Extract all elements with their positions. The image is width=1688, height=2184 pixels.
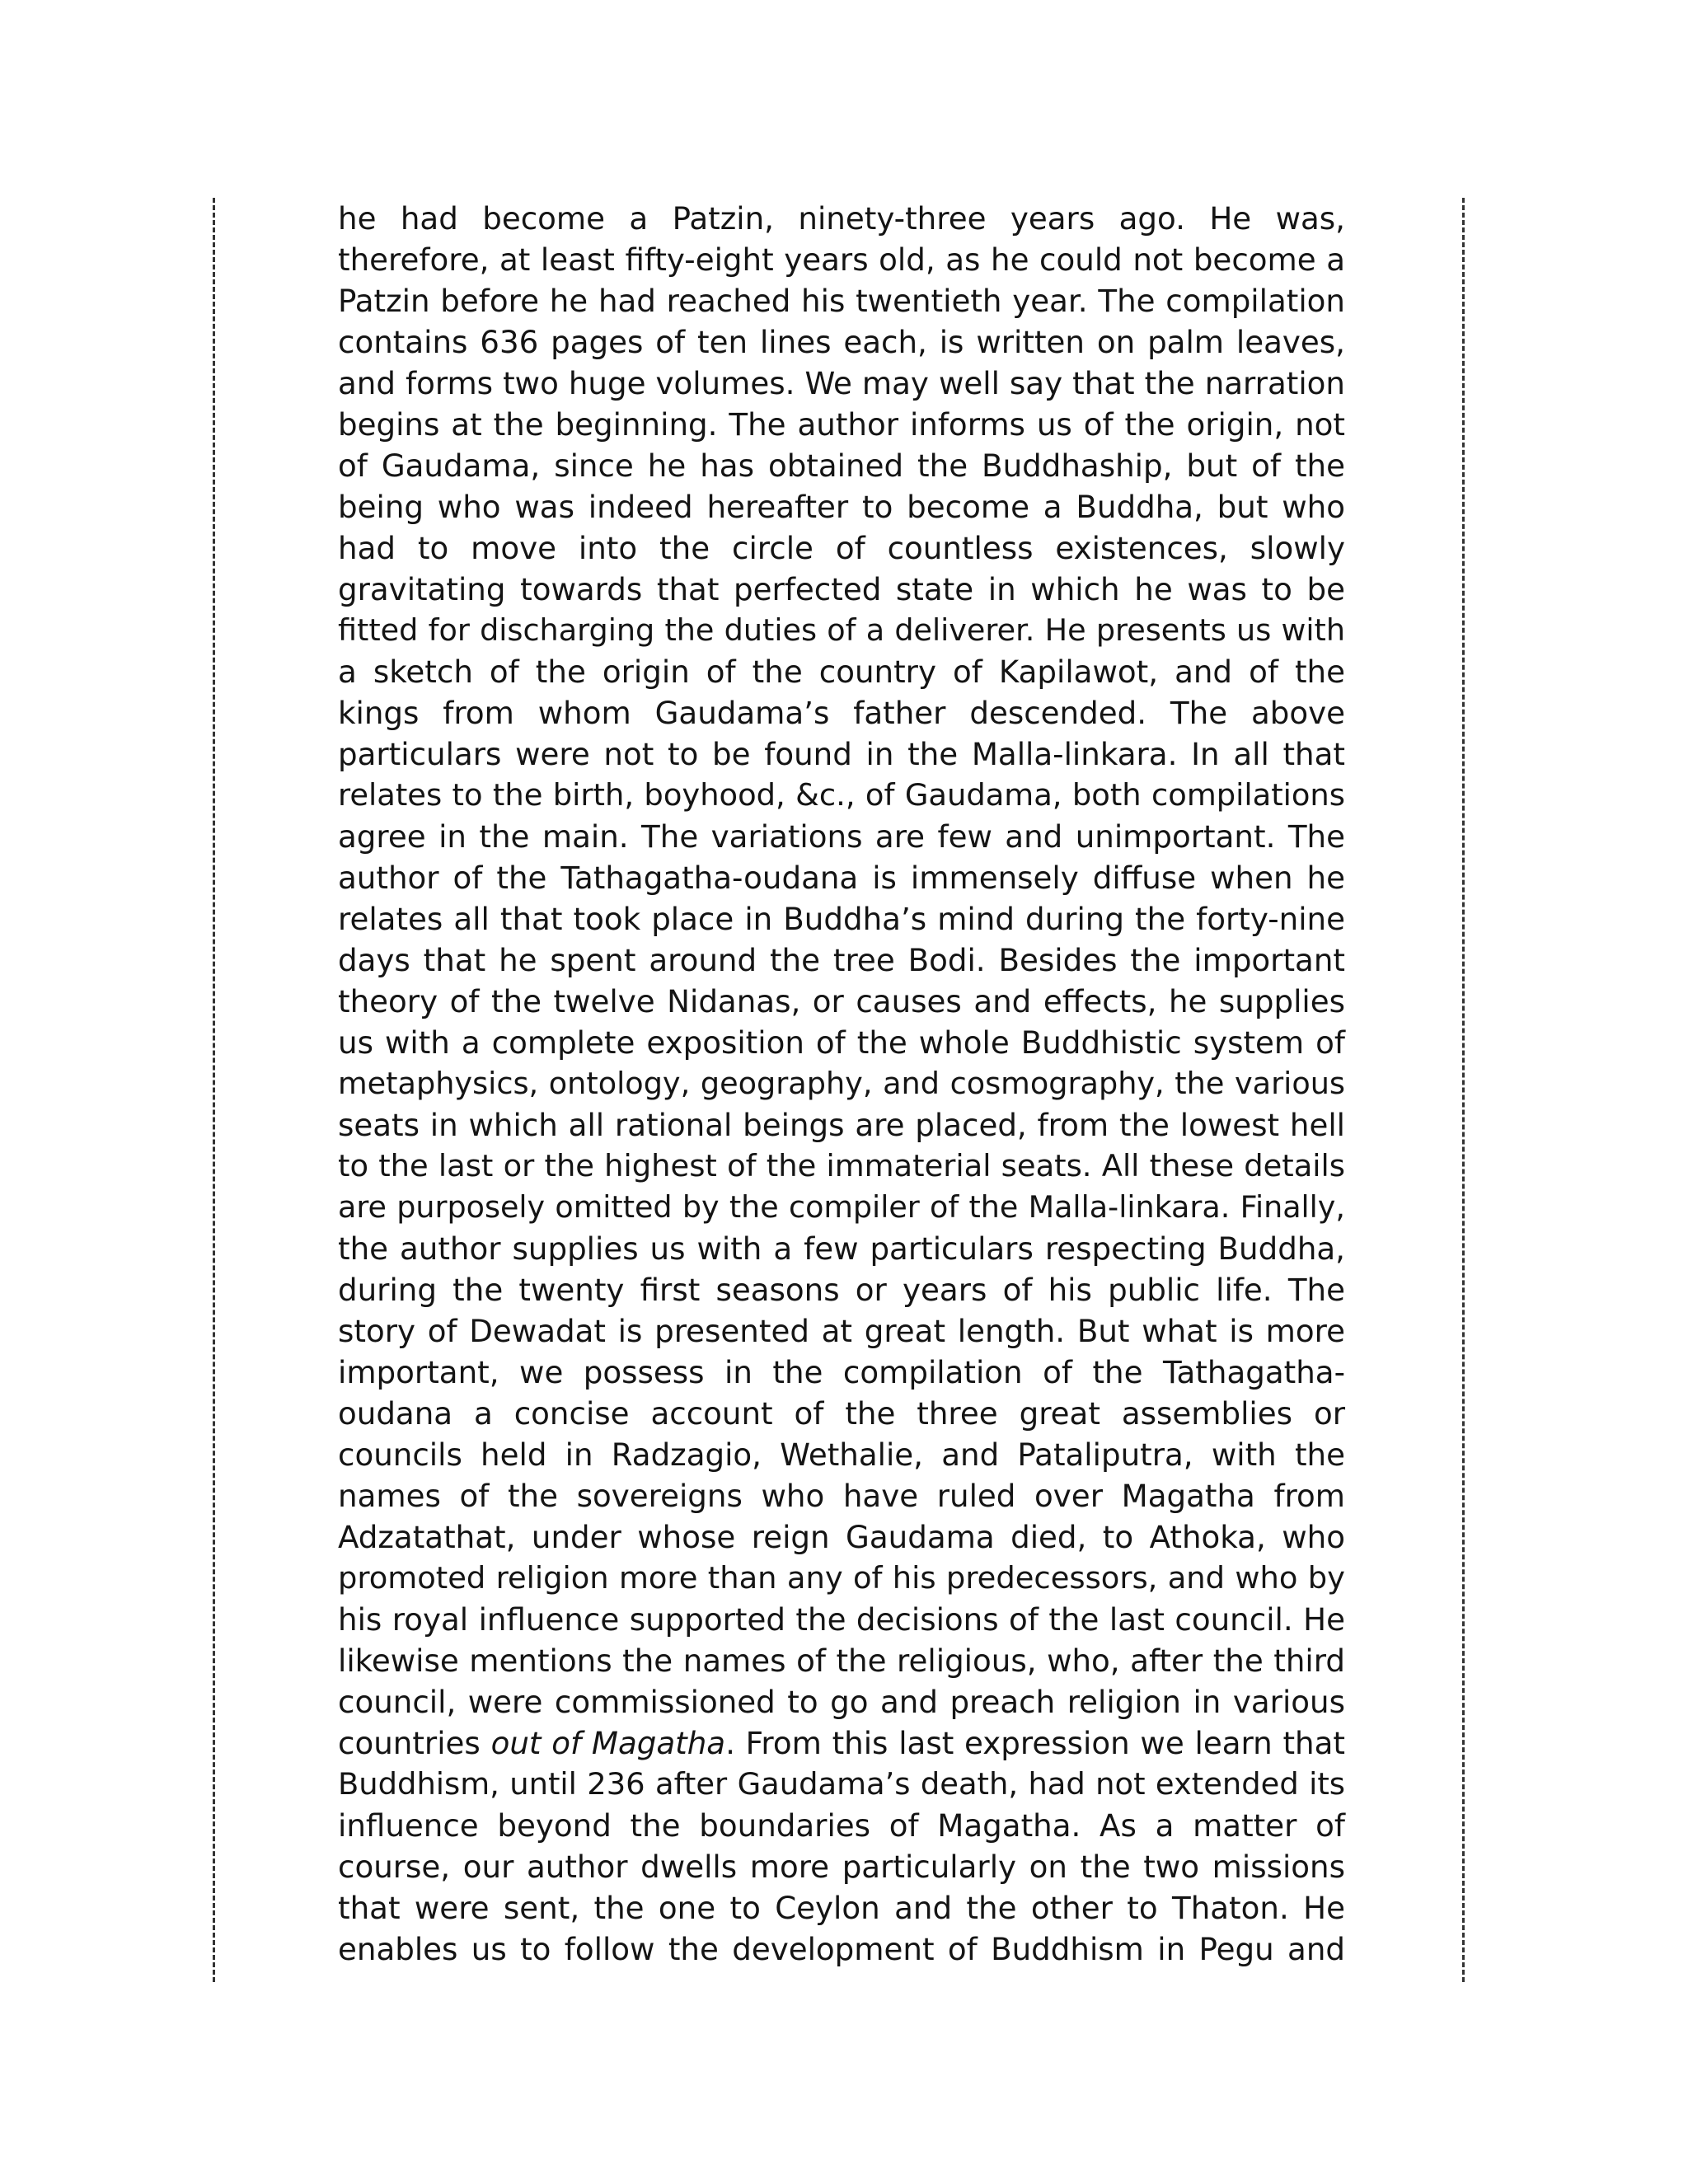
text-line: Buddhism, until 236 after Gaudama’s death, had not extended its — [338, 1766, 1345, 1802]
text-line: promoted religion more than any of his predecessors, and who by — [338, 1560, 1345, 1596]
text-line: that were sent, the one to Ceylon and the other to Thaton. He — [338, 1890, 1345, 1926]
left-margin-rule — [213, 198, 215, 1982]
text-line: Adzatathat, under whose reign Gaudama died, to Athoka, who — [338, 1519, 1345, 1555]
text-line: likewise mentions the names of the religious, who, after the third — [338, 1643, 1345, 1679]
text-line: author of the Tathagatha-oudana is immensely diffuse when he — [338, 860, 1345, 896]
text-line-with-italic — [338, 1722, 1345, 1764]
text-line: oudana a concise account of the three great assemblies or — [338, 1395, 1345, 1432]
text-line: fitted for discharging the duties of a deliverer. He presents us with — [338, 612, 1345, 648]
text-line: influence beyond the boundaries of Magatha. As a matter of — [338, 1807, 1345, 1844]
text-line: metaphysics, ontology, geography, and cosmography, the various — [338, 1066, 1345, 1101]
text-line: relates to the birth, boyhood, &c., of Gaudama, both compilations — [338, 777, 1345, 813]
text-line: the author supplies us with a few particulars respecting Buddha, — [338, 1230, 1345, 1267]
text-line: theory of the twelve Nidanas, or causes and effects, he supplies — [338, 983, 1345, 1019]
text-line: he had become a Patzin, ninety-three years ago. He was, — [338, 200, 1345, 237]
text-line: enables us to follow the development of Buddhism in Pegu and — [338, 1931, 1345, 1967]
body-text — [338, 198, 1345, 1970]
text-line: days that he spent around the tree Bodi. Besides the important — [338, 942, 1345, 978]
text-line: being who was indeed hereafter to become a Buddha, but who — [338, 489, 1345, 525]
text-line: important, we possess in the compilation of the Tathagatha- — [338, 1354, 1345, 1390]
text-line: seats in which all rational beings are placed, from the lowest hell — [338, 1107, 1345, 1143]
text-line: particulars were not to be found in the Malla-linkara. In all that — [338, 736, 1345, 772]
text-line: story of Dewadat is presented at great length. But what is more — [338, 1313, 1345, 1349]
text-line: us with a complete exposition of the whole Buddhistic system of — [338, 1024, 1345, 1061]
text-line: councils held in Radzagio, Wethalie, and Pataliputra, with the — [338, 1436, 1345, 1473]
text-line: gravitating towards that perfected state in which he was to be — [338, 571, 1345, 607]
text-line: relates all that took place in Buddha’s mind during the forty-nine — [338, 901, 1345, 937]
text-line: council, were commissioned to go and preach religion in various — [338, 1684, 1345, 1720]
text-line: names of the sovereigns who have ruled over Magatha from — [338, 1478, 1345, 1514]
text-line: to the last or the highest of the immaterial seats. All these details — [338, 1148, 1345, 1183]
text-line: had to move into the circle of countless existences, slowly — [338, 530, 1345, 566]
text-line: during the twenty first seasons or years of his public life. The — [338, 1272, 1345, 1308]
italic-phrase: out of Magatha — [490, 1725, 726, 1761]
text-line: begins at the beginning. The author informs us of the origin, not — [338, 406, 1345, 443]
text-line: therefore, at least fifty-eight years old, as he could not become a — [338, 241, 1345, 278]
text-line: a sketch of the origin of the country of Kapilawot, and of the — [338, 654, 1345, 690]
text-line: of Gaudama, since he has obtained the Buddhaship, but of the — [338, 448, 1345, 484]
text-line: contains 636 pages of ten lines each, is written on palm leaves, — [338, 324, 1345, 360]
text-line: Patzin before he had reached his twentieth year. The compilation — [338, 283, 1345, 319]
text-line: are purposely omitted by the compiler of the Malla-linkara. Finally, — [338, 1189, 1345, 1225]
text-line: agree in the main. The variations are few and unimportant. The — [338, 818, 1345, 855]
text-line: kings from whom Gaudama’s father descended. The above — [338, 695, 1345, 731]
text-line: his royal influence supported the decisions of the last council. He — [338, 1601, 1345, 1638]
right-margin-rule — [1462, 198, 1465, 1982]
text-line: course, our author dwells more particularly on the two missions — [338, 1849, 1345, 1885]
text-run: countries — [338, 1725, 491, 1761]
text-line: and forms two huge volumes. We may well say that the narration — [338, 365, 1345, 401]
text-run: . From this last expression we learn that — [725, 1725, 1345, 1761]
